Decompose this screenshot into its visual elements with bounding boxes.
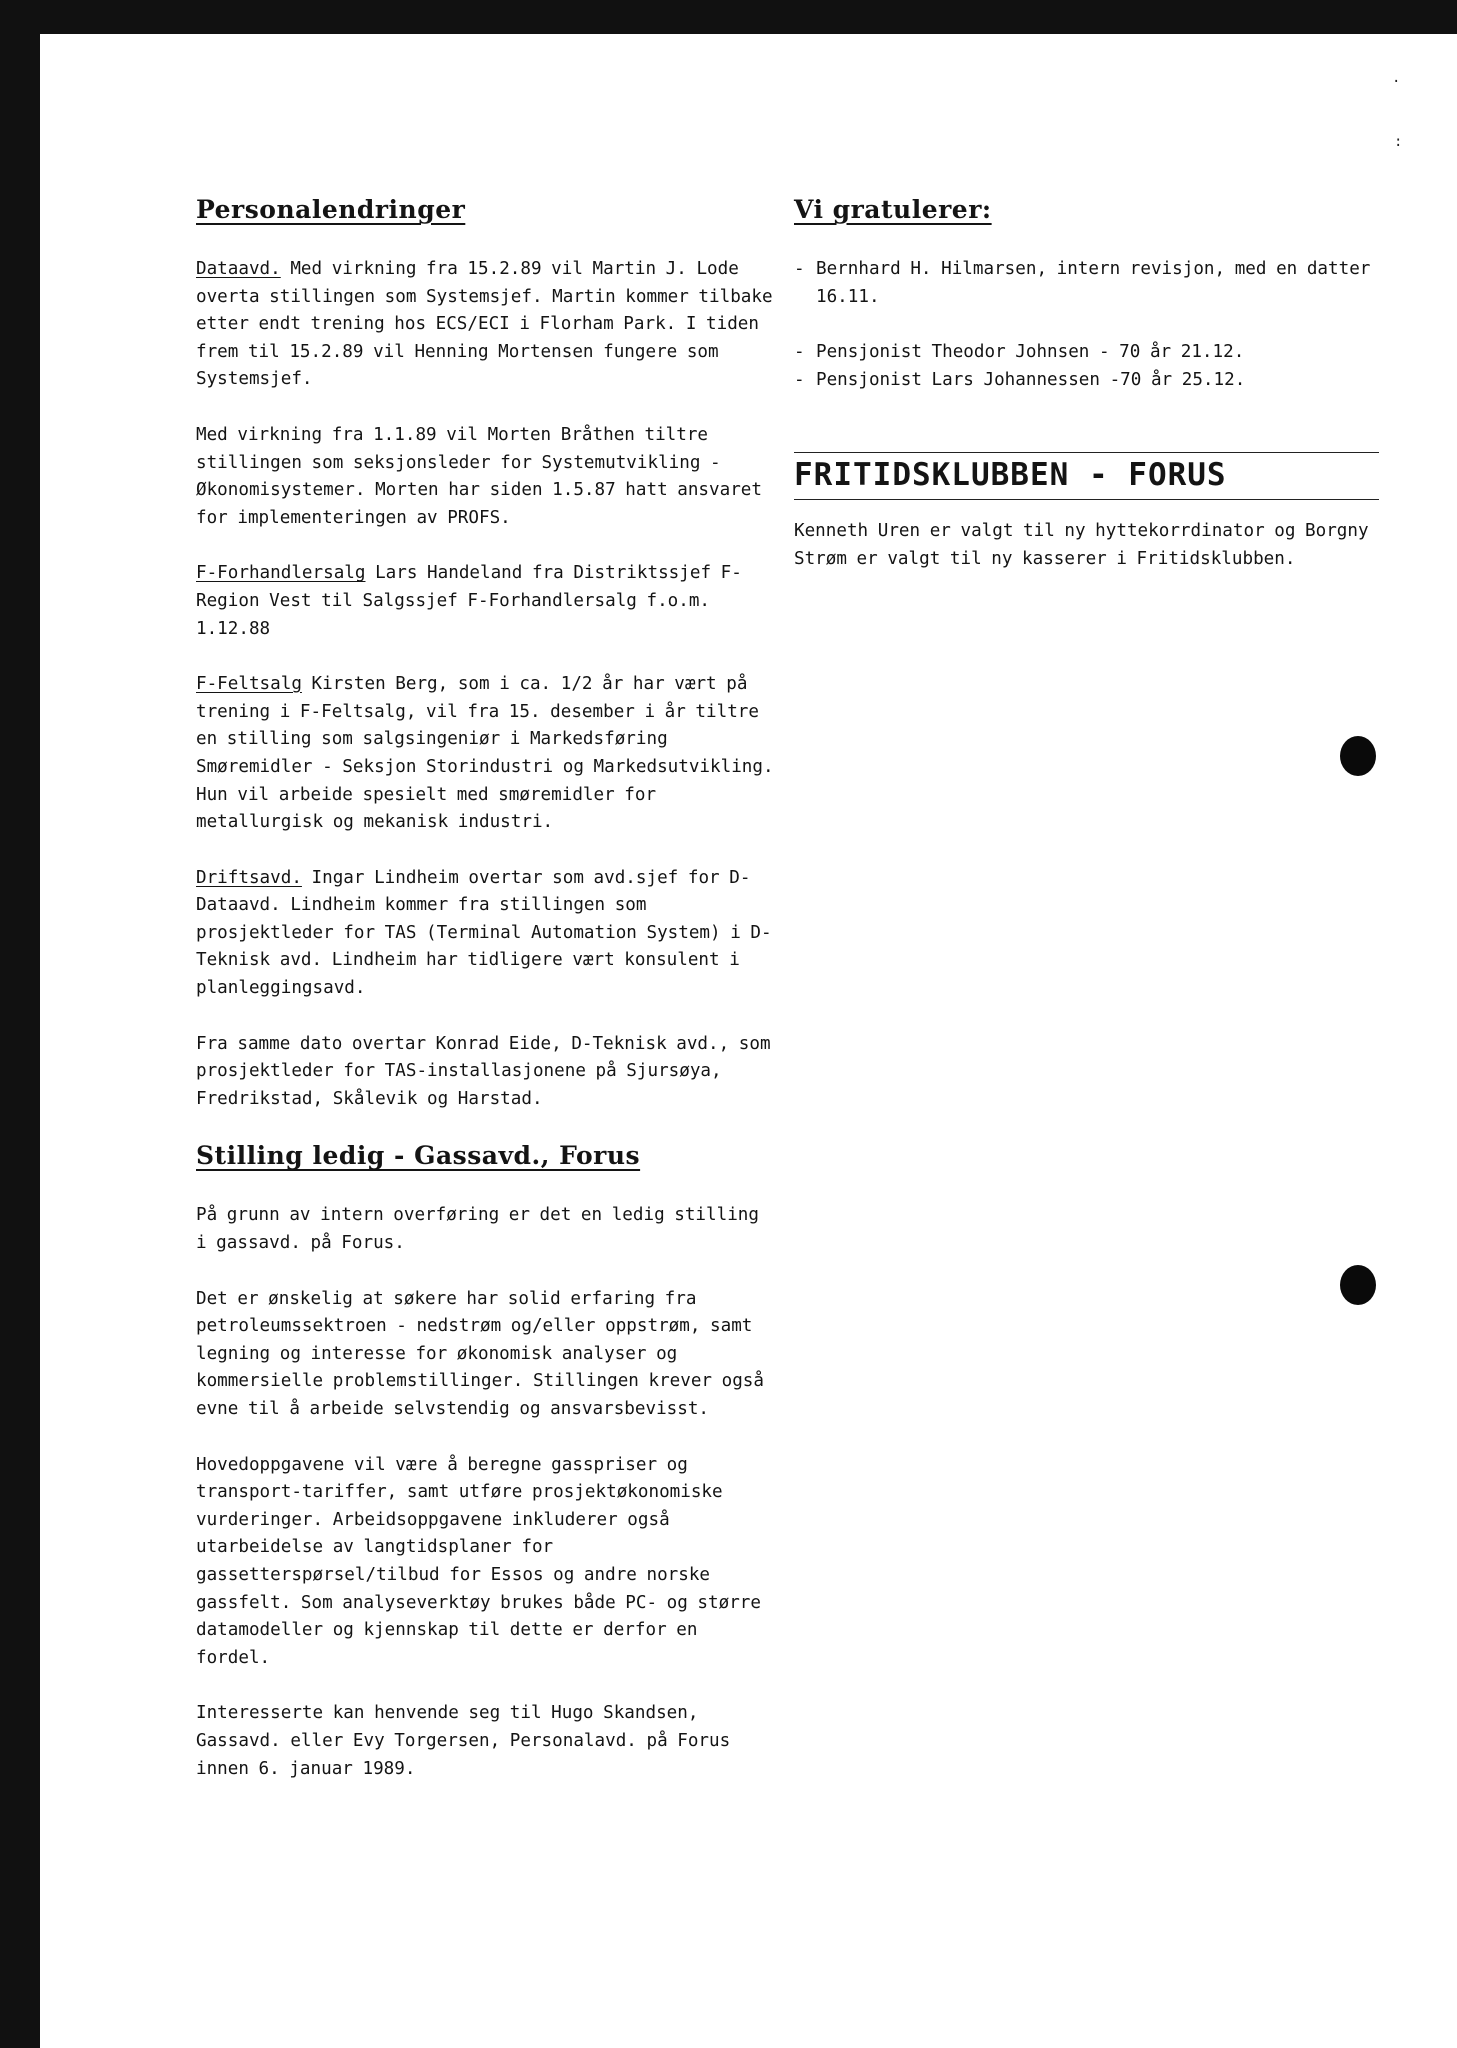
vacancy-heading: Stilling ledig - Gassavd., Forus bbox=[196, 1141, 641, 1171]
congrats-section bbox=[794, 195, 1379, 394]
personal-paragraph bbox=[196, 256, 776, 394]
left-column bbox=[196, 195, 776, 1811]
vacancy-paragraph: På grunn av intern overføring er det en ledig stilling i gassavd. på Forus. bbox=[196, 1205, 759, 1254]
right-column bbox=[794, 195, 1379, 602]
club-section bbox=[794, 452, 1379, 573]
personal-changes-section bbox=[196, 195, 776, 1113]
paragraph-text: Kirsten Berg, som i ca. 1/2 år har vært på trening i F-Feltsalg, vil fra 15. desember i år tiltre en stilling som salgsingeniør i Markedsføring Smøremidler - Seksjon Storindustri og Markedsutvikling. Hun vil arbeide spesielt med smøremidler for metallurgisk og mekanisk industri. bbox=[196, 674, 774, 833]
personal-paragraph bbox=[196, 1031, 776, 1114]
list-item: - Pensjonist Theodor Johnsen - 70 år 21.12. bbox=[794, 339, 1379, 367]
paragraph-lead: F-Feltsalg bbox=[196, 674, 302, 695]
paragraph-text: Med virkning fra 1.1.89 vil Morten Bråthen tiltre stillingen som seksjonsleder for Systemutvikling - Økonomisystemer. Morten har siden 1.5.87 hatt ansvaret for implementeringen av PROFS. bbox=[196, 424, 762, 528]
congrats-list bbox=[794, 256, 1379, 394]
document-page bbox=[40, 34, 1457, 2048]
list-item: - Pensjonist Lars Johannessen -70 år 25.12. bbox=[794, 367, 1379, 395]
paragraph-lead: Dataavd. bbox=[196, 259, 281, 279]
scan-mark: · bbox=[1392, 74, 1401, 90]
vacancy-paragraph: Hovedoppgavene vil være å beregne gasspriser og transport-tariffer, samt utføre prosjektøkonomiske vurderinger. Arbeidsoppgavene inkluderer også utarbeidelse av langtidsplaner for gassetterspørsel/tilbud for Essos og andre norske gassfelt. Som analyseverktøy brukes både PC- og større datamodeller og kjennskap til dette er derfor en fordel. bbox=[196, 1454, 761, 1668]
vacancy-section bbox=[196, 1141, 776, 1783]
personal-changes-heading: Personalendringer bbox=[196, 195, 466, 224]
club-paragraph: Kenneth Uren er valgt til ny hyttekorrdinator og Borgny Strøm er valgt til ny kasserer i Fritidsklubben. bbox=[794, 521, 1369, 569]
paragraph-lead: Driftsavd. bbox=[196, 867, 302, 888]
punch-hole bbox=[1340, 736, 1376, 776]
vacancy-paragraph: Interesserte kan henvende seg til Hugo Skandsen, Gassavd. eller Evy Torgersen, Personalavd. på Forus innen 6. januar 1989. bbox=[196, 1703, 731, 1779]
vacancy-paragraph: Det er ønskelig at søkere har solid erfaring fra petroleumssektroen - nedstrøm og/eller oppstrøm, samt legning og interesse for økonomisk analyser og kommersielle problemstillinger. Stillingen krever også evne til å arbeide selvstendig og ansvarsbevisst. bbox=[196, 1288, 764, 1419]
congrats-heading: Vi gratulerer: bbox=[794, 195, 992, 224]
club-title: FRITIDSKLUBBEN - FORUS bbox=[794, 457, 1227, 494]
paragraph-text: Lars Handeland fra Distriktssjef F-Region Vest til Salgssjef F-Forhandlersalg f.o.m. 1.12.88 bbox=[196, 563, 742, 639]
paragraph-text: Med virkning fra 15.2.89 vil Martin J. Lode overta stillingen som Systemsjef. Martin kommer tilbake etter endt trening hos ECS/ECI i Florham Park. I tiden frem til 15.2.89 vil Henning Mortensen fungere som Systemsjef. bbox=[196, 259, 773, 390]
personal-paragraph bbox=[196, 671, 776, 837]
paragraph-text: Fra samme dato overtar Konrad Eide, D-Teknisk avd., som prosjektleder for TAS-installasjonene på Sjursøya, Fredrikstad, Skålevik og Harstad. bbox=[196, 1033, 771, 1109]
paragraph-text: Ingar Lindheim overtar som avd.sjef for D-Dataavd. Lindheim kommer fra stillingen som prosjektleder for TAS (Terminal Automation System) i D-Teknisk avd. Lindheim har tidligere vært konsulent i planleggingsavd. bbox=[196, 867, 772, 999]
personal-paragraph bbox=[196, 865, 776, 1003]
paragraph-lead: F-Forhandlersalg bbox=[196, 563, 366, 584]
punch-hole bbox=[1340, 1265, 1376, 1305]
personal-paragraph bbox=[196, 560, 776, 643]
personal-paragraph bbox=[196, 422, 776, 532]
scan-mark: : bbox=[1394, 134, 1403, 150]
list-item: - Bernhard H. Hilmarsen, intern revisjon, med en datter 16.11. bbox=[794, 256, 1379, 311]
club-title-box bbox=[794, 452, 1379, 500]
